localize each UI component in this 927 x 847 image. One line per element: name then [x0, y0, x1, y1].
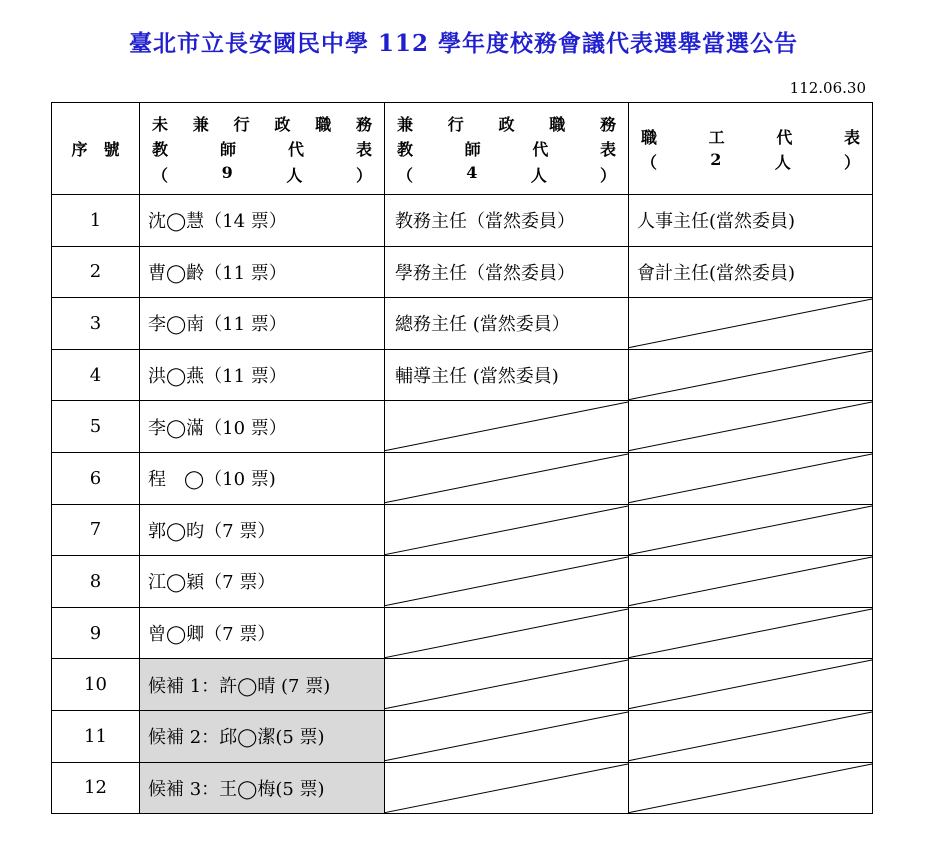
- row-number: 9: [52, 607, 140, 659]
- header-line: 未 兼 行 政 職 務: [152, 114, 372, 134]
- diagonal-line: [385, 711, 628, 762]
- teacher-representative: 江◯穎（7 票）: [140, 556, 385, 608]
- teacher-representative: 程 ◯（10 票): [140, 452, 385, 504]
- row-number: 10: [52, 659, 140, 711]
- empty-cell: [629, 762, 873, 814]
- teacher-representative: 李◯南（11 票）: [140, 298, 385, 350]
- table-row: [52, 349, 873, 401]
- diagonal-line: [629, 505, 872, 556]
- diagonal-line: [385, 659, 628, 710]
- diagonal-line: [629, 350, 872, 401]
- header-line: 教 師 代 表: [152, 140, 372, 159]
- table-row: [52, 659, 873, 711]
- teacher-representative: 郭◯昀（7 票）: [140, 504, 385, 556]
- row-number: 11: [52, 710, 140, 762]
- teacher-representative: 沈◯慧（14 票）: [140, 195, 385, 247]
- empty-cell: [385, 401, 629, 453]
- diagonal-line: [629, 401, 872, 452]
- row-number: 4: [52, 349, 140, 401]
- table-row: [52, 607, 873, 659]
- header-seq: 序 號: [52, 103, 140, 195]
- row-number: 2: [52, 246, 140, 298]
- empty-cell: [385, 504, 629, 556]
- empty-cell: [629, 504, 873, 556]
- table-row: [52, 556, 873, 608]
- alternate-teacher: 候補 3：王◯梅(5 票): [140, 762, 385, 814]
- diagonal-line: [629, 608, 872, 659]
- admin-representative: 教務主任（當然委員）: [385, 195, 629, 247]
- row-number: 7: [52, 504, 140, 556]
- admin-representative: 學務主任（當然委員）: [385, 246, 629, 298]
- announcement-date: 112.06.30: [789, 79, 866, 97]
- admin-representative: 總務主任 (當然委員）: [385, 298, 629, 350]
- empty-cell: [385, 452, 629, 504]
- empty-cell: [385, 607, 629, 659]
- alternate-teacher: 候補 2：邱◯潔(5 票): [140, 710, 385, 762]
- staff-representative: 會計主任(當然委員): [629, 246, 873, 298]
- header-line: （ 2 人 ）: [641, 149, 860, 172]
- table-row: [52, 710, 873, 762]
- row-number: 12: [52, 762, 140, 814]
- empty-cell: [385, 556, 629, 608]
- header-admin-teachers: [385, 103, 629, 195]
- teacher-representative: 李◯滿（10 票）: [140, 401, 385, 453]
- diagonal-line: [629, 453, 872, 504]
- row-number: 5: [52, 401, 140, 453]
- empty-cell: [629, 556, 873, 608]
- page-title: 臺北市立長安國民中學 112 學年度校務會議代表選舉當選公告: [128, 30, 799, 57]
- diagonal-line: [629, 298, 872, 349]
- table-row: [52, 246, 873, 298]
- empty-cell: [629, 349, 873, 401]
- diagonal-line: [629, 659, 872, 710]
- empty-cell: [629, 710, 873, 762]
- header-line: （ 4 人 ）: [397, 162, 616, 185]
- row-number: 6: [52, 452, 140, 504]
- row-number: 1: [52, 195, 140, 247]
- alternate-teacher: 候補 1：許◯晴 (7 票): [140, 659, 385, 711]
- header-staff: [629, 103, 873, 195]
- table-row: [52, 452, 873, 504]
- header-line: 兼 行 政 職 務: [397, 114, 616, 134]
- header-line: 教 師 代 表: [397, 140, 616, 159]
- empty-cell: [629, 659, 873, 711]
- empty-cell: [385, 710, 629, 762]
- table-row: [52, 762, 873, 814]
- row-number: 8: [52, 556, 140, 608]
- table-row: [52, 504, 873, 556]
- empty-cell: [629, 452, 873, 504]
- diagonal-line: [385, 401, 628, 452]
- diagonal-line: [385, 556, 628, 607]
- table-row: [52, 401, 873, 453]
- diagonal-line: [629, 763, 872, 814]
- header-line: （ 9 人 ）: [152, 162, 372, 185]
- empty-cell: [629, 401, 873, 453]
- header-teachers: [140, 103, 385, 195]
- table-row: [52, 195, 873, 247]
- staff-representative: 人事主任(當然委員): [629, 195, 873, 247]
- teacher-representative: 曹◯齡（11 票）: [140, 246, 385, 298]
- table-row: [52, 298, 873, 350]
- diagonal-line: [385, 608, 628, 659]
- empty-cell: [385, 659, 629, 711]
- diagonal-line: [385, 763, 628, 814]
- admin-representative: 輔導主任 (當然委員): [385, 349, 629, 401]
- header-row: [52, 103, 873, 195]
- header-line: 職 工 代 表: [641, 127, 860, 147]
- diagonal-line: [629, 711, 872, 762]
- empty-cell: [385, 762, 629, 814]
- results-table: [51, 102, 873, 814]
- teacher-representative: 洪◯燕（11 票）: [140, 349, 385, 401]
- teacher-representative: 曾◯卿（7 票）: [140, 607, 385, 659]
- diagonal-line: [385, 505, 628, 556]
- row-number: 3: [52, 298, 140, 350]
- empty-cell: [629, 298, 873, 350]
- empty-cell: [629, 607, 873, 659]
- diagonal-line: [385, 453, 628, 504]
- diagonal-line: [629, 556, 872, 607]
